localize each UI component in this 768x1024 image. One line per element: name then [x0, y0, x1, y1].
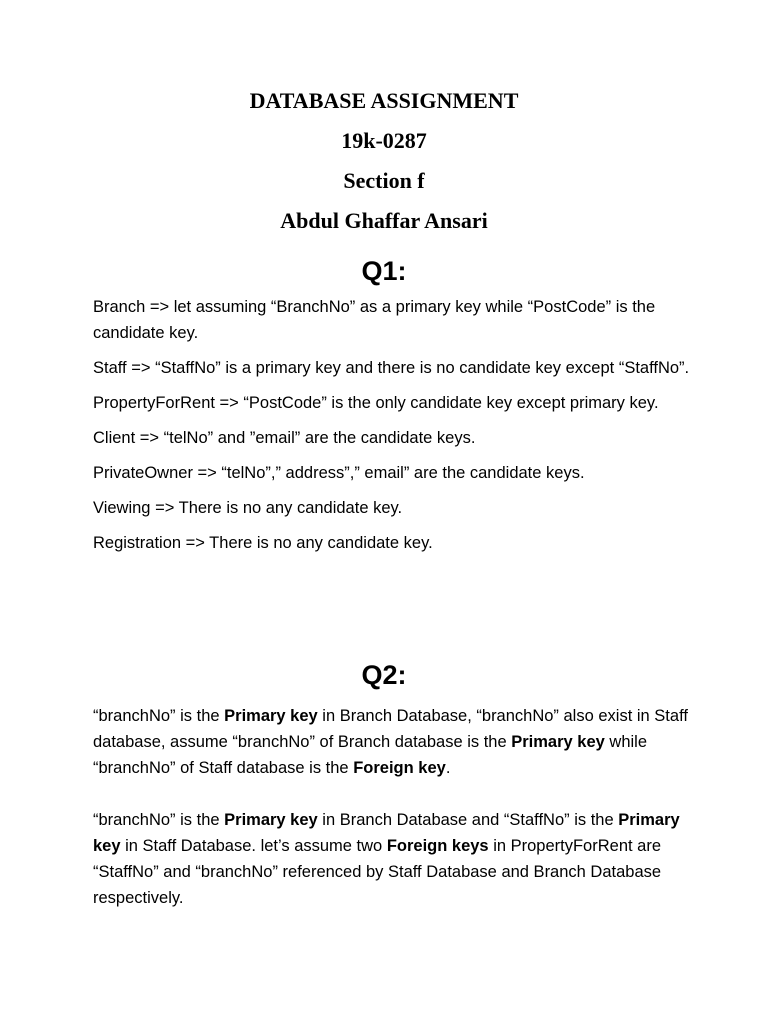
roll-number: 19k-0287: [341, 128, 427, 153]
text-run: “branchNo” is the: [93, 707, 225, 725]
bold-term: Primary key: [224, 811, 318, 829]
bold-term: Primary key: [93, 811, 680, 855]
q1-paragraph-client: Client => “telNo” and ”email” are the candidate keys.: [93, 429, 476, 447]
q1-paragraph-private-owner: PrivateOwner => “telNo”,” address”,” email” are the candidate keys.: [93, 464, 585, 482]
text-run: in PropertyForRent are “StaffNo” and “branchNo” referenced by Staff Database and Branch Database respectively.: [93, 837, 662, 907]
q2-answer: [93, 703, 693, 937]
q1-paragraph-branch: Branch => let assuming “BranchNo” as a primary key while “PostCode” is the candidate key.: [93, 298, 656, 342]
bold-term: Foreign keys: [386, 837, 489, 855]
q1-heading: Q1:: [361, 256, 407, 286]
q1-answer: [93, 294, 693, 565]
q1-paragraph-staff: Staff => “StaffNo” is a primary key and there is no candidate key except “StaffNo”.: [93, 359, 690, 377]
text-run: while “branchNo” of Staff database is the: [93, 733, 648, 777]
student-name: Abdul Ghaffar Ansari: [280, 208, 488, 233]
q1-paragraph-property-for-rent: PropertyForRent => “PostCode” is the only candidate key except primary key.: [93, 394, 659, 412]
bold-term: Primary key: [224, 707, 318, 725]
q1-paragraph-viewing: Viewing => There is no any candidate key.: [93, 499, 403, 517]
q2-heading: Q2:: [361, 660, 407, 690]
q1-paragraph-registration: Registration => There is no any candidate key.: [93, 534, 433, 552]
text-run: “branchNo” is the: [93, 811, 225, 829]
text-run: in Staff Database. let’s assume two: [120, 837, 387, 855]
bold-term: Primary key: [511, 733, 605, 751]
text-run: in Branch Database, “branchNo” also exist in Staff database, assume “branchNo” of Branch database is the: [93, 707, 688, 751]
q2-paragraph-property-for-rent: [93, 807, 693, 911]
bold-term: Foreign key: [353, 759, 446, 777]
document-header: [0, 86, 768, 246]
text-run: .: [445, 759, 451, 777]
text-run: in Branch Database and “StaffNo” is the: [317, 811, 619, 829]
assignment-title: DATABASE ASSIGNMENT: [249, 88, 519, 113]
q2-paragraph-branch-staff: [93, 703, 693, 781]
section-label: Section f: [343, 168, 425, 193]
